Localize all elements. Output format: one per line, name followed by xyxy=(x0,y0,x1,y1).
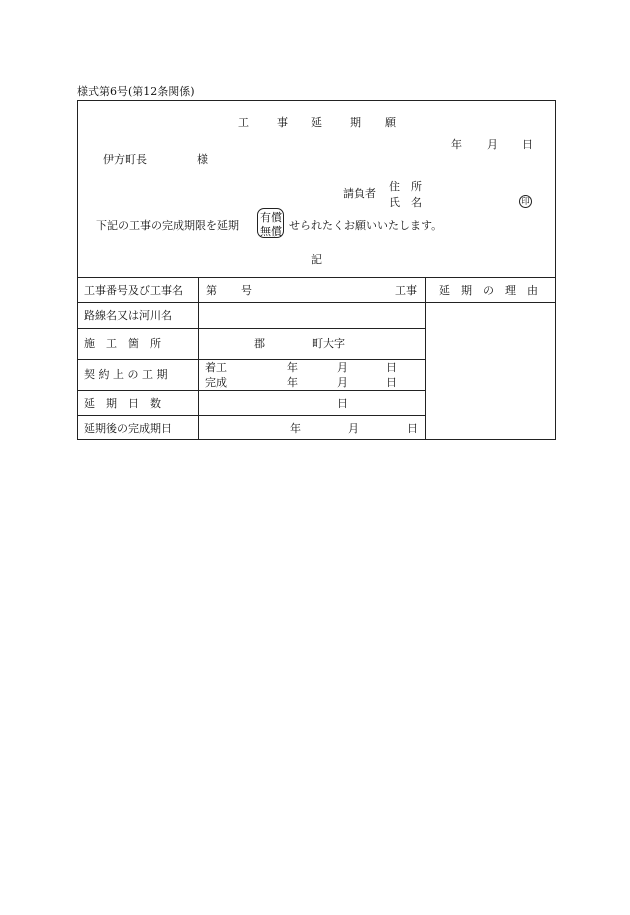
period-end-day: 日 xyxy=(386,376,397,389)
project-number-prefix: 第 xyxy=(206,284,217,297)
period-start-label: 着工 xyxy=(205,361,227,374)
row-divider-5 xyxy=(78,415,425,416)
name-label: 氏 名 xyxy=(389,196,422,209)
title-char-3: 延 xyxy=(311,116,322,129)
table-top-border xyxy=(78,277,555,278)
row-label-location: 施 工 箇 所 xyxy=(84,337,161,350)
row-label-contract-period: 契 約 上 の 工 期 xyxy=(84,368,168,381)
period-end-year: 年 xyxy=(287,376,298,389)
location-cho: 町大字 xyxy=(312,337,345,350)
extension-days-unit: 日 xyxy=(337,397,348,410)
request-text-after: せられたくお願いいたします。 xyxy=(289,219,443,232)
extension-request-form xyxy=(77,100,556,440)
option-unpaid: 無償 xyxy=(260,225,282,238)
row-divider-4 xyxy=(78,390,425,391)
period-end-label: 完成 xyxy=(205,376,227,389)
project-work-suffix: 工事 xyxy=(395,284,417,297)
title-char-5: 願 xyxy=(385,116,396,129)
addressee-suffix: 様 xyxy=(197,153,208,166)
new-completion-year: 年 xyxy=(290,422,301,435)
row-divider-3 xyxy=(78,359,425,360)
title-char-1: 工 xyxy=(238,116,249,129)
option-paid: 有償 xyxy=(260,211,282,224)
label-column-divider xyxy=(198,277,199,439)
reason-column-divider xyxy=(425,277,426,439)
address-label: 住 所 xyxy=(389,180,422,193)
period-start-day: 日 xyxy=(386,361,397,374)
row-label-project: 工事番号及び工事名 xyxy=(84,284,183,297)
request-text-before: 下記の工事の完成期限を延期 xyxy=(96,219,239,232)
new-completion-day: 日 xyxy=(407,422,418,435)
addressee: 伊方町長 xyxy=(103,153,147,166)
row-label-route: 路線名又は河川名 xyxy=(84,309,172,322)
row-divider-1 xyxy=(78,302,555,303)
project-number-suffix: 号 xyxy=(241,284,252,297)
title-char-4: 期 xyxy=(350,116,361,129)
row-label-new-completion: 延期後の完成期日 xyxy=(84,422,172,435)
date-month-label: 月 xyxy=(487,138,498,151)
form-caption: 様式第6号(第12条関係) xyxy=(77,85,195,98)
seal-mark: 印 xyxy=(519,195,532,208)
location-gun: 郡 xyxy=(254,337,265,350)
reason-header: 延 期 の 理 由 xyxy=(439,284,538,297)
date-year-label: 年 xyxy=(451,138,462,151)
row-divider-2 xyxy=(78,328,425,329)
ki-mark: 記 xyxy=(311,253,322,266)
title-char-2: 事 xyxy=(277,116,288,129)
period-start-month: 月 xyxy=(337,361,348,374)
row-label-extension-days: 延 期 日 数 xyxy=(84,397,161,410)
period-end-month: 月 xyxy=(337,376,348,389)
period-start-year: 年 xyxy=(287,361,298,374)
contractor-label: 請負者 xyxy=(343,187,376,200)
new-completion-month: 月 xyxy=(348,422,359,435)
date-day-label: 日 xyxy=(522,138,533,151)
